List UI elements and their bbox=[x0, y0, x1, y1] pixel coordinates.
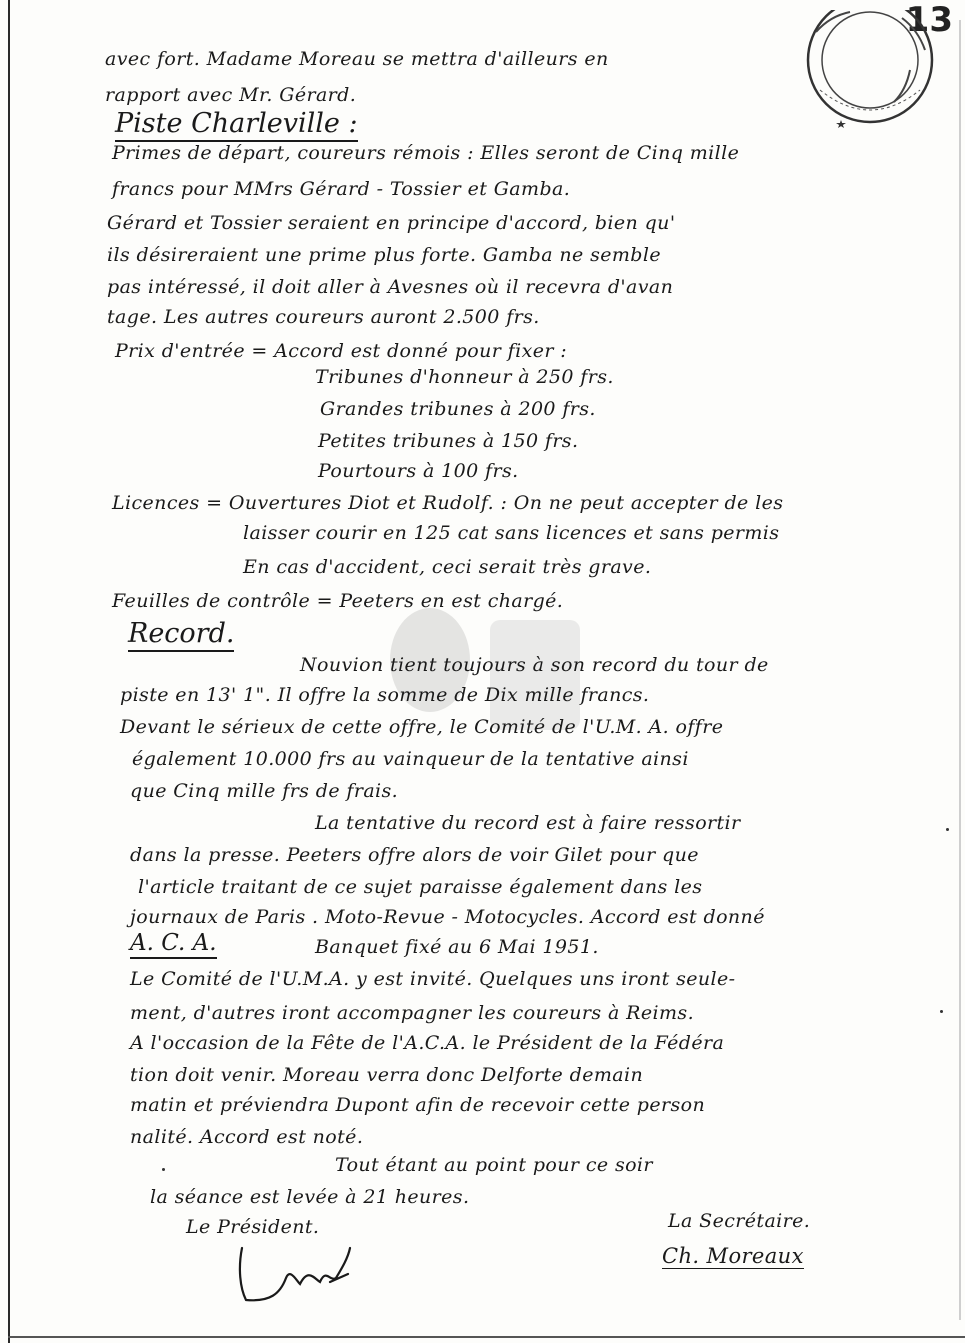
text-line: La tentative du record est à faire ressortir bbox=[315, 812, 741, 834]
text-line: pas intéressé, il doit aller à Avesnes où il recevra d'avan bbox=[107, 276, 674, 298]
text-line: Prix d'entrée = Accord est donné pour fixer : bbox=[115, 340, 568, 362]
archive-stamp bbox=[790, 10, 960, 140]
secretary-signature: Ch. Moreaux bbox=[662, 1244, 804, 1268]
secretary-title: La Secrétaire. bbox=[668, 1210, 811, 1232]
text-line: la séance est levée à 21 heures. bbox=[150, 1186, 470, 1208]
text-line: Gérard et Tossier seraient en principe d'accord, bien qu' bbox=[107, 212, 676, 234]
text-line: journaux de Paris . Moto-Revue - Motocycles. Accord est donné bbox=[130, 906, 765, 928]
ink-dot bbox=[162, 1168, 165, 1171]
heading-record: Record. bbox=[128, 618, 234, 652]
price-line: Petites tribunes à 150 frs. bbox=[318, 430, 579, 452]
text-line: Tout étant au point pour ce soir bbox=[335, 1154, 653, 1176]
text-line: Le Comité de l'U.M.A. y est invité. Quelques uns iront seule- bbox=[130, 968, 736, 990]
text-line: dans la presse. Peeters offre alors de voir Gilet pour que bbox=[130, 844, 699, 866]
price-line: Pourtours à 100 frs. bbox=[318, 460, 519, 482]
page-left-edge bbox=[8, 0, 10, 1343]
text-line: francs pour MMrs Gérard - Tossier et Gamba. bbox=[112, 178, 571, 200]
text-line: Devant le sérieux de cette offre, le Comité de l'U.M. A. offre bbox=[120, 716, 724, 738]
price-line: Tribunes d'honneur à 250 frs. bbox=[315, 366, 614, 388]
text-line: également 10.000 frs au vainqueur de la tentative ainsi bbox=[132, 748, 689, 770]
text-line: rapport avec Mr. Gérard. bbox=[105, 84, 357, 106]
text-line: Licences = Ouvertures Diot et Rudolf. : On ne peut accepter de les bbox=[112, 492, 784, 514]
text-line: avec fort. Madame Moreau se mettra d'ailleurs en bbox=[105, 48, 609, 70]
text-line: nalité. Accord est noté. bbox=[130, 1126, 364, 1148]
text-line: laisser courir en 125 cat sans licences et sans permis bbox=[243, 522, 780, 544]
heading-piste-charleville: Piste Charleville : bbox=[115, 108, 358, 142]
ink-dot bbox=[940, 1010, 943, 1013]
text-line: Banquet fixé au 6 Mai 1951. bbox=[315, 936, 599, 958]
text-line: l'article traitant de ce sujet paraisse également dans les bbox=[138, 876, 703, 898]
text-line: ment, d'autres iront accompagner les coureurs à Reims. bbox=[130, 1002, 695, 1024]
page-number: 13 bbox=[905, 0, 953, 40]
page-right-edge bbox=[959, 20, 961, 1320]
price-line: Grandes tribunes à 200 frs. bbox=[320, 398, 596, 420]
text-line: matin et préviendra Dupont afin de recevoir cette person bbox=[130, 1094, 706, 1116]
text-line: A l'occasion de la Fête de l'A.C.A. le Président de la Fédéra bbox=[130, 1032, 725, 1054]
heading-aca: A. C. A. bbox=[130, 930, 217, 959]
text-line: Feuilles de contrôle = Peeters en est chargé. bbox=[112, 590, 564, 612]
text-line: En cas d'accident, ceci serait très grave. bbox=[243, 556, 652, 578]
president-signature bbox=[230, 1238, 370, 1308]
text-line: que Cinq mille frs de frais. bbox=[130, 780, 399, 802]
text-line: piste en 13' 1". Il offre la somme de Dix mille francs. bbox=[120, 684, 650, 706]
ink-dot bbox=[946, 828, 949, 831]
text-line: tion doit venir. Moreau verra donc Delforte demain bbox=[130, 1064, 644, 1086]
president-title: Le Président. bbox=[186, 1216, 320, 1238]
text-line: Primes de départ, coureurs rémois : Elles seront de Cinq mille bbox=[112, 142, 740, 164]
text-line: ils désireraient une prime plus forte. Gamba ne semble bbox=[107, 244, 661, 266]
text-line: Nouvion tient toujours à son record du tour de bbox=[300, 654, 769, 676]
text-line: tage. Les autres coureurs auront 2.500 frs. bbox=[107, 306, 540, 328]
page-bottom-edge bbox=[8, 1336, 965, 1338]
